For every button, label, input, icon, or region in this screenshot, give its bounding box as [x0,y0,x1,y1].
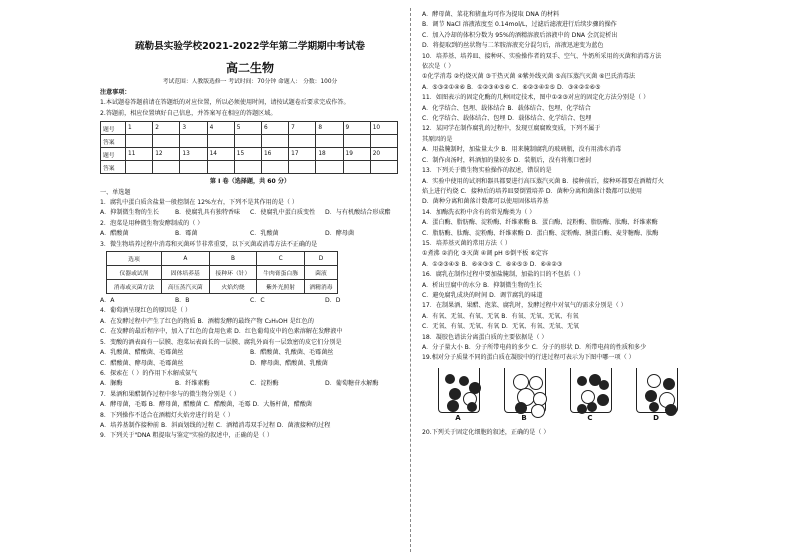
answer-option: A．乳酸菌、醋酸菌、毛霉菌丝 [100,349,184,357]
answer-table-cell [180,161,207,174]
question-stem: 5．变酸的酒表面有一层膜、泡菜坛表面长的一层膜、腐乳外面有一层致密的皮它们分别是 [100,338,342,346]
right-column [422,0,704,438]
answer-table-cell [126,135,153,148]
question-line: A．①②③④⑤ B．⑥④③⑤ C．⑥④⑤③ D．⑥④②③ [422,260,563,268]
answer-table-cell: 17 [289,148,316,161]
answer-table-cell: 答案 [101,161,126,174]
answer-option: A．醋酸菌 [100,230,129,238]
option-table-row [107,266,338,280]
question-line: 16．腐乳在制作过程中要加盐腌制，加盐的目的不包括（ ） [422,271,585,279]
option-row [100,379,400,389]
answer-table-cell: 12 [153,148,180,161]
gel-tube-label: A [455,413,461,422]
gel-particle [529,376,543,390]
question-line: 其原因的是 [422,135,453,143]
answer-table-cell: 题号 [101,122,126,135]
option-table-cell: 紫外光照射 [257,280,305,294]
answer-option: C．醋酸菌、酵母菌、毛霉菌丝 [100,359,184,367]
answer-option: C．使腐乳中蛋白质变性 [250,209,316,217]
answer-table-cell: 8 [316,122,343,135]
option-row [100,208,400,218]
option-table [106,251,338,294]
answer-table-cell [289,161,316,174]
answer-option: A．脲酶 [100,380,123,388]
gel-particle [577,404,587,414]
question-line: A．分子量大小 B．分子所带电荷的多少 C．分子的形状 D．所带电荷的性质和多少 [422,344,647,351]
answer-table-cell: 13 [180,148,207,161]
question-line: 依次是（ ） [422,63,455,71]
answer-table-cell: 5 [234,122,261,135]
option-table-cell: 选项 [107,252,162,266]
question-stem: 7．果酒和果醋制作过程中参与的微生物分别是（ ） [100,390,240,398]
answer-option: C．乳酸菌 [250,230,279,238]
answer-table-cell: 题号 [101,148,126,161]
option-table-cell: 酒精消毒 [304,280,337,294]
answer-table-cell [343,161,370,174]
option-table-cell: 固体培养基 [161,266,209,280]
answer-option: C．C [250,297,265,305]
gel-particle [645,390,657,402]
gel-particle [649,402,659,412]
question-line: 焰上进行灼烧 C．接种后的培养皿要倒置培养 D．菌种分离和菌落计数都可以使用 [422,187,643,195]
answer-table-cell: 6 [261,122,288,135]
column-divider [410,8,411,552]
question-line: A．化学结合、包埋、载体结合 B．载体结合、包埋、化学结合 [422,104,591,112]
gel-particle [577,376,587,386]
question-line: 12．某同学在制作腐乳的过程中，发现豆腐腐败变质，下列不属于 [422,125,601,133]
option-row [100,296,400,306]
gel-tube-label: D [653,413,659,422]
question-line: D．菌种分离和菌落计数都可以使用固体培养基 [422,198,549,206]
question-line: 19.相对分子质量不同的蛋白质在凝胶中的行进过程可表示为下图中哪一项（ ） [422,354,635,362]
gel-particle [459,376,469,386]
answer-table-cell: 答案 [101,135,126,148]
answer-table-cell [180,135,207,148]
section-title: 第 I 卷（选择题，共 60 分） [209,178,291,186]
part-title: 一、单选题 [100,188,131,196]
question-line: A．有氧、无氧、有氧、无氧 B．有氧、无氧、无氧、有氧 [422,312,579,320]
gel-tube-label: C [587,413,593,422]
answer-table-cell [343,135,370,148]
answer-table-cell [153,161,180,174]
left-column [100,0,400,442]
question-line: A．酵母菌、菜花和猪血均可作为提取 DNA 的材料 [422,11,560,18]
gel-tube [438,368,480,413]
question-list-1 [100,198,400,250]
answer-table-row [101,161,398,174]
answer-option: A．A [100,297,115,305]
answer-table-cell [370,135,397,148]
option-row [100,359,400,369]
answer-table-cell [261,135,288,148]
answer-table-cell: 4 [207,122,234,135]
question-stem: 4．葡萄酒呈现红色的原因是（ ） [100,307,192,315]
option-table-row [107,252,338,266]
question-line: A．实验中使用的试剂和器具都要进行高压蒸汽灭菌 B．接种前后，接种环都要在酒精灯火 [422,177,664,185]
answer-table-cell: 16 [261,148,288,161]
question-line: A．析出豆腐中的水分 B．抑制微生物的生长 [422,281,542,289]
question-line: 15．培养基灭菌的常用方法（ ） [422,239,511,247]
option-row [100,229,400,239]
option-table-cell: A [161,252,209,266]
answer-table-cell [234,161,261,174]
question-line: D．将提取到的丝状物与二苯胺溶液充分混匀后，溶液迅速变为蓝色 [422,42,604,50]
answer-table-cell [289,135,316,148]
answer-table [100,121,398,174]
gel-tube [504,368,546,413]
question-line: ①化学消毒 ②灼烧灭菌 ③干热灭菌 ④紫外线灭菌 ⑤高压蒸汽灭菌 ⑥巴氏消毒法 [422,73,636,81]
answer-option: C．淀粉酶 [250,380,279,388]
question-list-2 [100,296,400,442]
gel-particle [599,380,609,390]
notice-list [100,98,400,119]
answer-option: D．酵母菌、醋酸菌、乳酸菌 [250,359,328,367]
option-row [100,348,400,358]
exam-title: 疏勒县实验学校2021-2022学年第二学期期中考试卷 [134,41,366,52]
answer-table-cell [316,135,343,148]
answer-option: D．与有机酸结合形成酯 [325,209,391,217]
question-line: B．调节 NaCl 溶液浓度至 0.14mol/L，过滤后滤液进行后续步骤的操作 [422,21,617,29]
answer-table-cell: 7 [289,122,316,135]
question-list-right [422,10,704,364]
gel-particle [647,374,661,388]
question-line: 13．下列关于微生物实验操作的叙述，错误的是 [422,167,552,175]
question-line: ①煮沸 ②消化 ③灭菌 ④调 pH ⑤倒平板 ⑥定容 [422,250,548,258]
answer-table-row [101,122,398,135]
question-line: C．加入冷却的体积分数为 95%的酒精溶液后溶液中的 DNA 会沉淀析出 [422,31,618,39]
answer-table-row [101,135,398,148]
answer-table-cell [207,161,234,174]
question-line: C．避免腐乳成块的时间 D．调节腐乳的味道 [422,291,543,299]
gel-particle [587,402,597,412]
answer-option: B．纤维素酶 [175,380,210,388]
question-20: 20.下列关于固定化细胞的叙述，正确的是（ ） [422,428,550,436]
answer-table-cell [126,161,153,174]
answer-table-row [101,148,398,161]
gel-particle [447,400,459,412]
question-line: 11．如图表示的固定化酶的几种固定技术，图中①②③对应的固定化方法分别是（ ） [422,94,650,102]
answer-option: A．抑制微生物的生长 [100,209,160,217]
gel-tube-label: B [521,413,527,422]
gel-particle [467,402,477,412]
answer-option: D．D [325,297,341,305]
question-stem: 6．探索在（ ）的作用下水解成氨气 [100,369,198,377]
answer-option: D．葡萄糖苷水解酶 [325,380,379,388]
answer-table-cell: 15 [234,148,261,161]
answer-table-cell: 19 [343,148,370,161]
answer-table-cell: 10 [370,122,397,135]
option-table-cell: 仪器或试剂 [107,266,162,280]
question-stem: 2．泡菜是用种微生物发酵制成的（ ） [100,219,204,227]
answer-table-cell [234,135,261,148]
option-table-cell: 接种环（针） [209,266,257,280]
gel-tubes-figure [422,366,704,428]
question-stem: A．酵母菌，毛霉 B．酵母菌，醋酸菌 C．醋酸菌，毛霉 D．大肠杆菌，醋酸菌 [100,401,313,409]
answer-table-cell [153,135,180,148]
question-line: 18．凝胶色谱法分离蛋白质的主要依据是（ ） [422,333,548,341]
answer-table-cell: 1 [126,122,153,135]
answer-option: B．B [175,297,190,305]
gel-tube [570,368,612,413]
question-stem: C．在发酵的最后程序中，加入了红色的食用色素 D．红色葡萄皮中的色素溶解在发酵液中 [100,328,343,336]
answer-table-cell: 3 [180,122,207,135]
question-stem: A．培养基制作接种前 B．斜面划线的过程 C．酒精消毒双手过程 D．菌液接种的过程 [100,421,331,429]
option-table-cell: 消毒或灭菌方法 [107,280,162,294]
answer-table-cell: 9 [343,122,370,135]
option-table-cell: 高压蒸汽灭菌 [161,280,209,294]
question-stem: 9．下列关于"DNA 粗提取与鉴定"实验的叙述中，正确的是（ ） [100,432,274,440]
answer-option: D．酵母菌 [325,230,355,238]
gel-particle [515,402,527,414]
option-table-cell: 火焰灼烧 [209,280,257,294]
gel-particle [663,378,675,390]
subject-title: 高二生物 [225,61,274,75]
answer-table-cell: 20 [370,148,397,161]
question-line: C．无氧、有氧、无氧、有氧 D．无氧、有氧、无氧、无氧 [422,323,580,331]
question-line: 17．在制果酒、果醋、泡菜、腐乳时，发酵过程中对氧气的需求分别是（ ） [422,302,627,310]
question-line: C．脂肪酶、肽酶、淀粉酶、纤维素酶 D．蛋白酶、淀粉酶、胰蛋白酶、麦芽糖酶、肽酶 [422,229,659,237]
question-line: C．化学结合、载体结合、包埋 D．载体结合、化学结合、包埋 [422,115,592,123]
answer-table-cell: 2 [153,122,180,135]
question-line: 10．培养基、培养皿、接种环、实验操作者的双手、空气、牛奶所采用的灭菌和消毒方法 [422,52,662,60]
answer-option: B．霉菌 [175,230,198,238]
question-line: A．用盐腌制时，加盐量太少 B．用来腌制腐乳的玻璃瓶，没有用沸水消毒 [422,146,622,154]
option-table-cell: 菌液 [304,266,337,280]
question-stem: A．在发酵过程中产生了红色的物质 B．酒精发酵的最终产物 C₂H₅OH 是红色的 [100,317,314,325]
exam-meta: 考试范围：人教版选修一 考试时间：70分钟 命题人： 分数：100分 [162,79,338,85]
question-line: C．制作卤汤时，料酒加的量较多 D．装瓶后，没有将瓶口密封 [422,156,592,164]
answer-table-cell [261,161,288,174]
answer-table-cell: 18 [316,148,343,161]
option-table-cell: B [209,252,257,266]
answer-option: B．使腐乳具有独特香味 [175,209,241,217]
gel-tube [636,368,678,413]
notice-item: 1.本试题卷答题前请在答题纸的对应位置，所以必须使用时间，请按试题卷后要求完成作答。 [100,99,350,107]
answer-table-cell: 11 [126,148,153,161]
notice-heading: 注意事项： [100,89,131,96]
question-stem: 3．微生物培养过程中消毒和灭菌环节非常重要，以下灭菌或消毒方法不正确的是 [100,240,318,248]
answer-table-cell [207,135,234,148]
notice-item: 2.答题前，相应位置填好自己信息，并答案写在相应的答题区域。 [100,109,277,117]
option-table-cell: C [257,252,305,266]
answer-table-cell: 14 [207,148,234,161]
option-table-cell: 牛肉膏蛋白胨 [257,266,305,280]
question-line: 14．加酶洗衣粉中含有的常见酶类为（ ） [422,208,536,216]
question-line: A．⑤③②①④⑥ B．①②③④⑤⑥ C．⑥②③④①⑤ D．③④②①⑥⑤ [422,83,601,91]
answer-option: B．醋酸菌、乳酸菌、毛霉菌丝 [250,349,334,357]
option-table-row [107,280,338,294]
question-stem: 1．腐乳中蛋白质含盐量一般控制在 12%左右，下列不是其作用的是（ ） [100,199,299,207]
answer-table-cell [370,161,397,174]
answer-table-cell [316,161,343,174]
question-line: A．蛋白酶、脂肪酶、淀粉酶、纤维素酶 B．蛋白酶、淀粉酶、脂肪酶、肽酶、纤维素酶 [422,219,658,227]
option-table-cell: D [304,252,337,266]
gel-particle [449,388,461,400]
gel-particle [597,394,609,406]
question-stem: 8．下列操作不适合在酒精灯火焰旁进行的是（ ） [100,411,234,419]
gel-particle [445,374,455,384]
